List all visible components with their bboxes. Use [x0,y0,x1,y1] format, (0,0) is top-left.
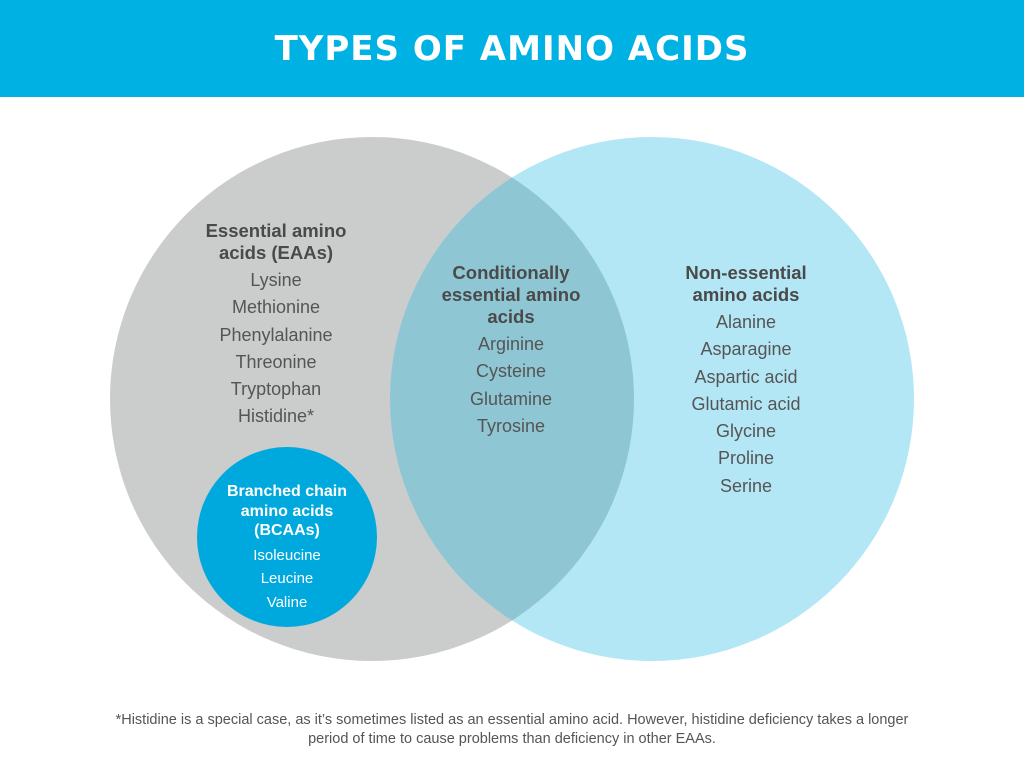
conditional-title: Conditionally essential amino acids [441,262,581,327]
list-item: Serine [719,475,773,496]
list-item: Aspartic acid [694,366,798,387]
list-item: Alanine [715,312,777,332]
list-item: Glutamic acid [691,393,801,414]
non-essential-group [646,262,846,500]
footnote: *Histidine is a special case, as it’s sometimes listed as an essential amino acid. However, histidine deficiency takes a longer period of time to cause problems than deficiency in other EAAs. [115,712,909,747]
list-item: Asparagine [700,339,792,360]
non-essential-title: Non-essential amino acids [685,262,807,305]
list-item: Glutamine [469,388,553,409]
list-item: Tryptophan [230,379,322,400]
list-item: Proline [717,448,775,469]
list-item: Methionine [231,297,321,318]
page-title: TYPES OF AMINO ACIDS [274,28,750,69]
header-banner [0,0,1024,97]
list-item: Valine [266,593,308,611]
list-item: Tyrosine [476,415,546,436]
bcaa-title: Branched chain amino acids (BCAAs) [226,483,348,539]
list-item: Leucine [260,570,314,587]
list-item: Phenylalanine [219,324,333,345]
conditional-list [411,331,611,440]
list-item: Cysteine [475,361,547,382]
essential-title: Essential amino acids (EAAs) [205,220,347,263]
bcaa-list [197,544,377,615]
list-item: Lysine [250,270,302,290]
bcaa-group [197,482,377,614]
list-item: Arginine [477,334,545,354]
list-item: Threonine [235,351,317,372]
list-item: Isoleucine [253,546,321,564]
essential-group [176,220,376,431]
conditional-group [411,262,611,440]
list-item: Histidine* [237,406,315,427]
list-item: Glycine [715,421,777,442]
non-essential-list [646,309,846,500]
essential-list [176,267,376,431]
